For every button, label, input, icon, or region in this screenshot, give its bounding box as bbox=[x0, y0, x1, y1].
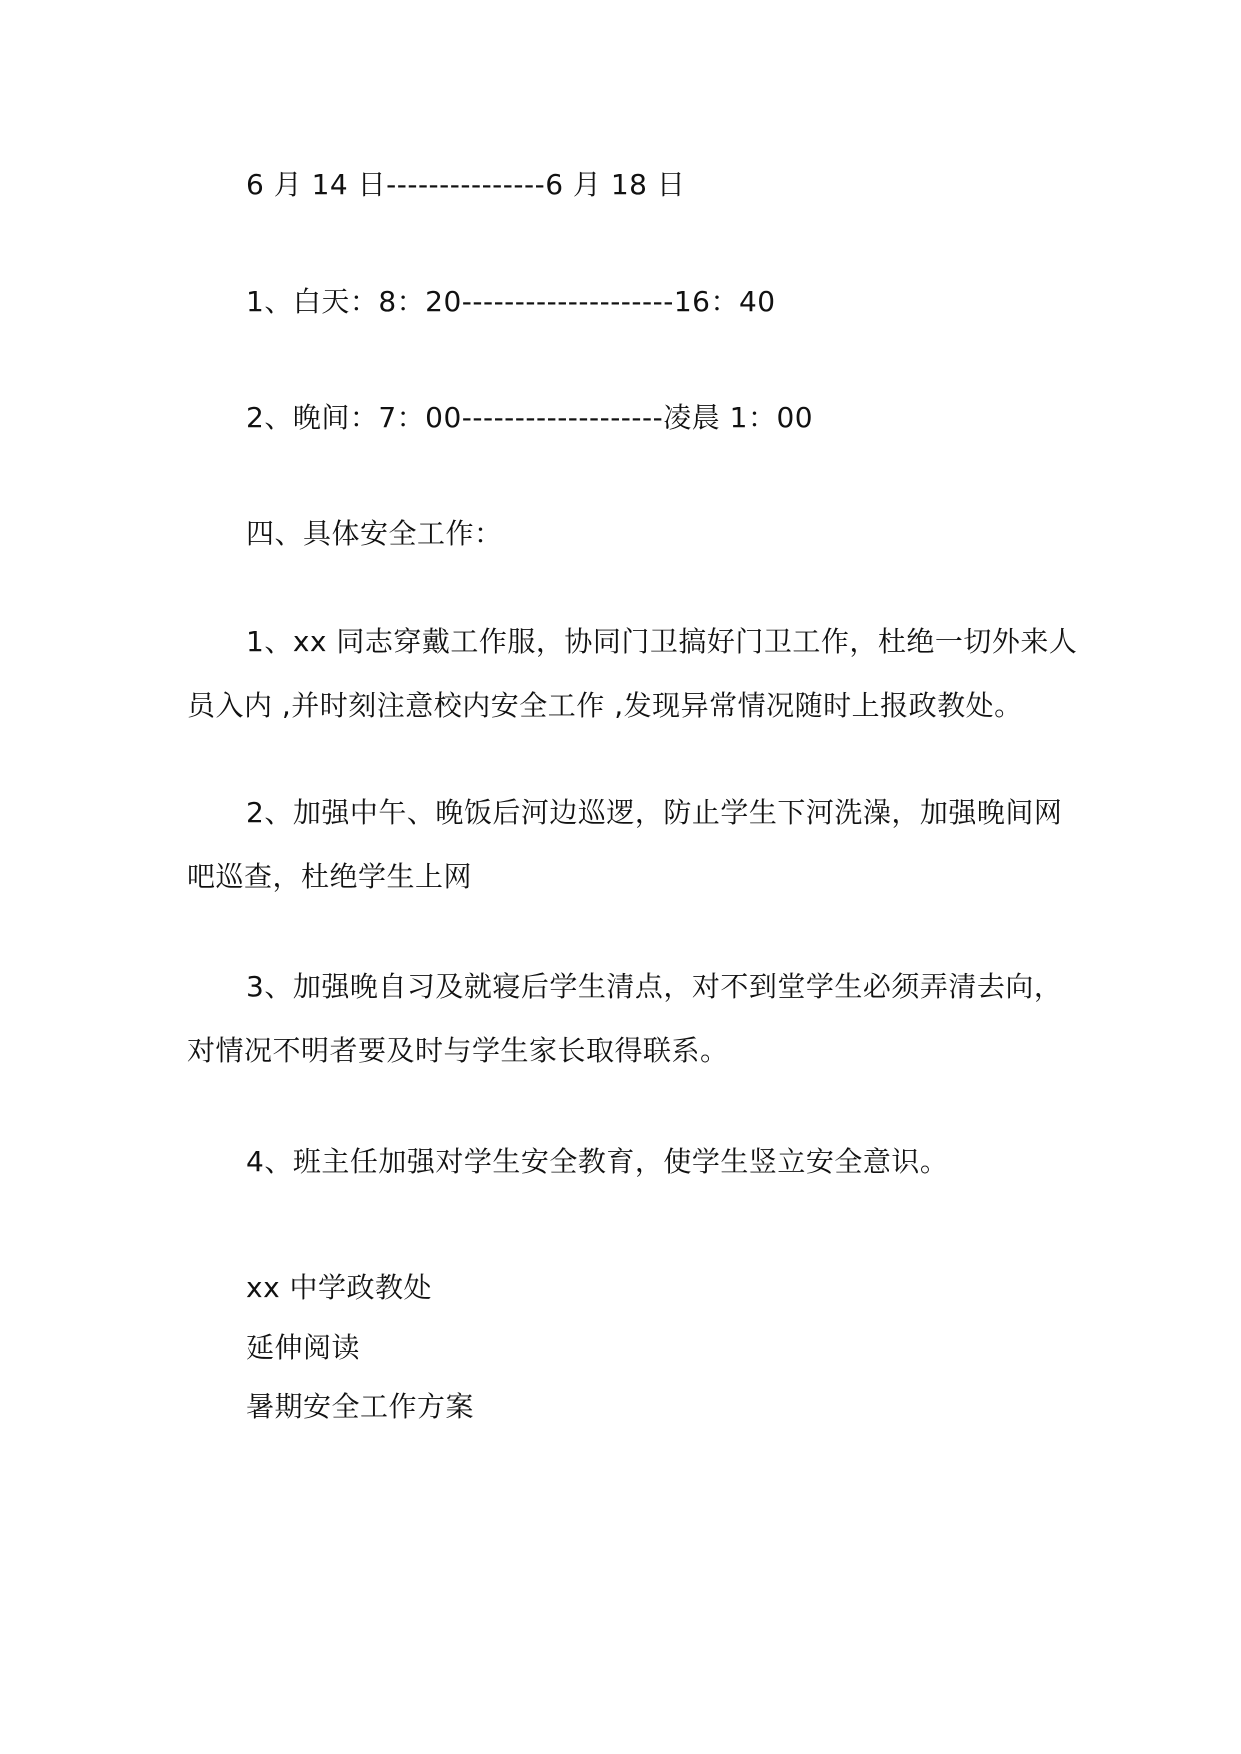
extended-reading-label: 延伸阅读 bbox=[246, 1331, 361, 1364]
work-item-3: 3、加强晚自习及就寝后学生清点，对不到堂学生必须弄清去向，对情况不明者要及时与学生家长取得联系。 bbox=[187, 970, 1063, 1067]
signature: xx 中学政教处 bbox=[246, 1271, 433, 1304]
work-item-1: 1、xx 同志穿戴工作服，协同门卫搞好门卫工作，杜绝一切外来人员入内 ,并时刻注意校内安全工作 ,发现异常情况随时上报政教处。 bbox=[187, 625, 1078, 722]
schedule-night: 2、晚间：7：00-------------------凌晨 1：00 bbox=[246, 401, 814, 434]
schedule-dates: 6 月 14 日---------------6 月 18 日 bbox=[246, 168, 686, 201]
work-item-2: 2、加强中午、晚饭后河边巡逻，防止学生下河洗澡，加强晚间网吧巡查，杜绝学生上网 bbox=[187, 796, 1063, 893]
extended-reading-title: 暑期安全工作方案 bbox=[246, 1390, 475, 1423]
schedule-daytime: 1、白天：8：20--------------------16：40 bbox=[246, 285, 776, 318]
section-heading: 四、具体安全工作： bbox=[246, 517, 503, 550]
work-item-4: 4、班主任加强对学生安全教育，使学生竖立安全意识。 bbox=[246, 1145, 949, 1178]
